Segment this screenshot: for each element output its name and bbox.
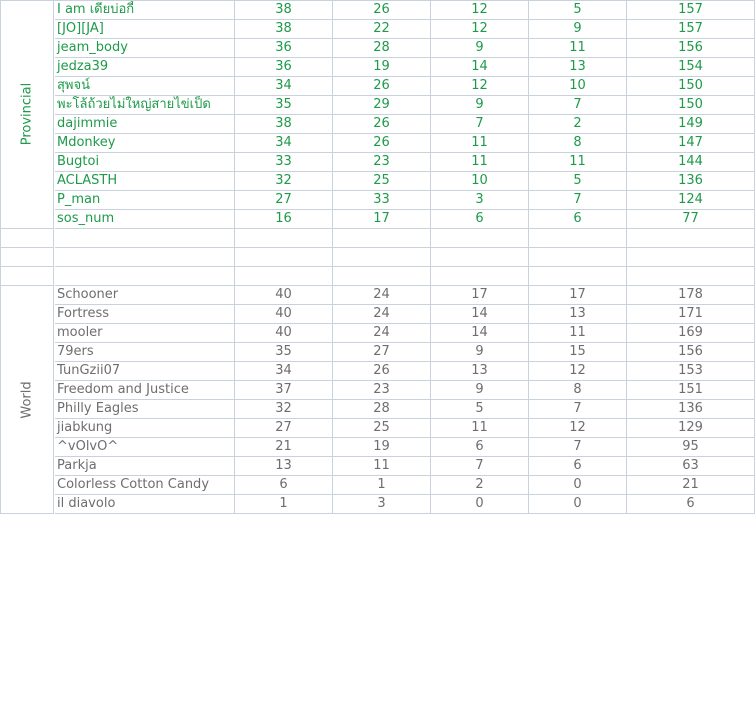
total-cell: 178 — [627, 286, 755, 305]
value-cell: 35 — [235, 96, 333, 115]
value-cell: 12 — [431, 20, 529, 39]
value-cell: 11 — [431, 153, 529, 172]
table-row — [0, 153, 755, 172]
group-label-provincial-text: Provincial — [19, 82, 35, 146]
value-cell: 34 — [235, 77, 333, 96]
value-cell: 26 — [333, 77, 431, 96]
value-cell: 2 — [529, 115, 627, 134]
team-name-cell: ACLASTH — [55, 172, 235, 191]
table-row — [0, 39, 755, 58]
team-name-cell: Freedom and Justice — [55, 381, 235, 400]
value-cell: 11 — [529, 39, 627, 58]
value-cell: 27 — [235, 191, 333, 210]
total-cell: 95 — [627, 438, 755, 457]
team-name-cell: jeam_body — [55, 39, 235, 58]
value-cell: 12 — [529, 362, 627, 381]
value-cell: 3 — [431, 191, 529, 210]
value-cell: 26 — [333, 362, 431, 381]
team-name-cell: P_man — [55, 191, 235, 210]
value-cell: 6 — [431, 438, 529, 457]
value-cell: 7 — [529, 191, 627, 210]
value-cell: 6 — [529, 210, 627, 229]
value-cell: 33 — [333, 191, 431, 210]
table-row — [0, 77, 755, 96]
total-cell: 63 — [627, 457, 755, 476]
total-cell: 77 — [627, 210, 755, 229]
value-cell: 7 — [431, 115, 529, 134]
value-cell: 25 — [333, 172, 431, 191]
value-cell: 26 — [333, 134, 431, 153]
team-name-cell: il diavolo — [55, 495, 235, 514]
empty-row — [0, 248, 755, 267]
group-label-world-text: World — [19, 380, 35, 419]
value-cell: 5 — [431, 400, 529, 419]
table-row — [0, 172, 755, 191]
value-cell: 12 — [431, 77, 529, 96]
value-cell: 17 — [333, 210, 431, 229]
value-cell: 38 — [235, 20, 333, 39]
value-cell: 5 — [529, 1, 627, 20]
value-cell: 27 — [235, 419, 333, 438]
empty-row — [0, 267, 755, 286]
value-cell: 23 — [333, 381, 431, 400]
total-cell: 136 — [627, 172, 755, 191]
team-name-cell: พะโล้ถ้วยไม่ใหญ่สายไข่เป็ด — [55, 96, 235, 115]
total-cell: 21 — [627, 476, 755, 495]
team-name-cell: dajimmie — [55, 115, 235, 134]
table-row — [0, 362, 755, 381]
team-name-cell: Mdonkey — [55, 134, 235, 153]
value-cell: 37 — [235, 381, 333, 400]
value-cell: 25 — [333, 419, 431, 438]
table-row — [0, 210, 755, 229]
table-row — [0, 134, 755, 153]
value-cell: 36 — [235, 39, 333, 58]
team-name-cell: mooler — [55, 324, 235, 343]
value-cell: 0 — [529, 476, 627, 495]
empty-rows — [0, 229, 755, 286]
value-cell: 26 — [333, 1, 431, 20]
team-name-cell: [JO][JA] — [55, 20, 235, 39]
table-row — [0, 96, 755, 115]
total-cell: 157 — [627, 20, 755, 39]
table-row — [0, 457, 755, 476]
total-cell: 169 — [627, 324, 755, 343]
value-cell: 19 — [333, 438, 431, 457]
value-cell: 7 — [431, 457, 529, 476]
team-name-cell: Colorless Cotton Candy — [55, 476, 235, 495]
value-cell: 14 — [431, 324, 529, 343]
value-cell: 22 — [333, 20, 431, 39]
total-cell: 150 — [627, 96, 755, 115]
empty-row — [0, 229, 755, 248]
total-cell: 150 — [627, 77, 755, 96]
team-name-cell: Parkja — [55, 457, 235, 476]
value-cell: 6 — [529, 457, 627, 476]
value-cell: 12 — [529, 419, 627, 438]
total-cell: 129 — [627, 419, 755, 438]
value-cell: 5 — [529, 172, 627, 191]
value-cell: 40 — [235, 324, 333, 343]
table-row — [0, 324, 755, 343]
value-cell: 0 — [431, 495, 529, 514]
world-rows — [0, 286, 755, 514]
value-cell: 11 — [529, 153, 627, 172]
value-cell: 11 — [431, 419, 529, 438]
value-cell: 9 — [431, 39, 529, 58]
value-cell: 24 — [333, 305, 431, 324]
value-cell: 19 — [333, 58, 431, 77]
value-cell: 24 — [333, 324, 431, 343]
value-cell: 32 — [235, 172, 333, 191]
table-row — [0, 343, 755, 362]
table-row — [0, 191, 755, 210]
value-cell: 33 — [235, 153, 333, 172]
value-cell: 26 — [333, 115, 431, 134]
table-row — [0, 419, 755, 438]
table-row — [0, 400, 755, 419]
total-cell: 156 — [627, 39, 755, 58]
value-cell: 34 — [235, 362, 333, 381]
value-cell: 3 — [333, 495, 431, 514]
total-cell: 156 — [627, 343, 755, 362]
value-cell: 9 — [431, 343, 529, 362]
total-cell: 144 — [627, 153, 755, 172]
table-row — [0, 305, 755, 324]
value-cell: 9 — [431, 96, 529, 115]
total-cell: 149 — [627, 115, 755, 134]
value-cell: 40 — [235, 286, 333, 305]
value-cell: 38 — [235, 115, 333, 134]
value-cell: 13 — [529, 305, 627, 324]
value-cell: 13 — [431, 362, 529, 381]
table-row — [0, 381, 755, 400]
value-cell: 34 — [235, 134, 333, 153]
value-cell: 0 — [529, 495, 627, 514]
total-cell: 151 — [627, 381, 755, 400]
value-cell: 11 — [431, 134, 529, 153]
value-cell: 23 — [333, 153, 431, 172]
table-row — [0, 495, 755, 514]
team-name-cell: sos_num — [55, 210, 235, 229]
value-cell: 17 — [529, 286, 627, 305]
total-cell: 136 — [627, 400, 755, 419]
value-cell: 1 — [333, 476, 431, 495]
table-row — [0, 476, 755, 495]
total-cell: 157 — [627, 1, 755, 20]
value-cell: 12 — [431, 1, 529, 20]
value-cell: 2 — [431, 476, 529, 495]
value-cell: 27 — [333, 343, 431, 362]
team-name-cell: ^vOlvO^ — [55, 438, 235, 457]
value-cell: 9 — [529, 20, 627, 39]
value-cell: 10 — [431, 172, 529, 191]
total-cell: 153 — [627, 362, 755, 381]
value-cell: 24 — [333, 286, 431, 305]
value-cell: 36 — [235, 58, 333, 77]
value-cell: 29 — [333, 96, 431, 115]
value-cell: 10 — [529, 77, 627, 96]
total-cell: 124 — [627, 191, 755, 210]
team-name-cell: สุพจน์ — [55, 77, 235, 96]
value-cell: 28 — [333, 39, 431, 58]
value-cell: 7 — [529, 438, 627, 457]
value-cell: 13 — [235, 457, 333, 476]
value-cell: 13 — [529, 58, 627, 77]
table-row — [0, 286, 755, 305]
value-cell: 7 — [529, 96, 627, 115]
team-name-cell: Philly Eagles — [55, 400, 235, 419]
team-name-cell: Bugtoi — [55, 153, 235, 172]
table-row — [0, 1, 755, 20]
value-cell: 1 — [235, 495, 333, 514]
value-cell: 9 — [431, 381, 529, 400]
value-cell: 28 — [333, 400, 431, 419]
team-name-cell: jedza39 — [55, 58, 235, 77]
value-cell: 11 — [333, 457, 431, 476]
value-cell: 7 — [529, 400, 627, 419]
value-cell: 6 — [431, 210, 529, 229]
value-cell: 8 — [529, 381, 627, 400]
value-cell: 15 — [529, 343, 627, 362]
value-cell: 35 — [235, 343, 333, 362]
value-cell: 38 — [235, 1, 333, 20]
total-cell: 171 — [627, 305, 755, 324]
value-cell: 6 — [235, 476, 333, 495]
team-name-cell: I am เดียบ่อกี้ — [55, 1, 235, 20]
team-name-cell: jiabkung — [55, 419, 235, 438]
value-cell: 32 — [235, 400, 333, 419]
table-row — [0, 20, 755, 39]
value-cell: 8 — [529, 134, 627, 153]
value-cell: 14 — [431, 58, 529, 77]
value-cell: 40 — [235, 305, 333, 324]
value-cell: 17 — [431, 286, 529, 305]
total-cell: 6 — [627, 495, 755, 514]
team-name-cell: Schooner — [55, 286, 235, 305]
table-row — [0, 58, 755, 77]
table-row — [0, 438, 755, 457]
team-name-cell: Fortress — [55, 305, 235, 324]
value-cell: 14 — [431, 305, 529, 324]
value-cell: 16 — [235, 210, 333, 229]
team-name-cell: TunGzii07 — [55, 362, 235, 381]
total-cell: 154 — [627, 58, 755, 77]
total-cell: 147 — [627, 134, 755, 153]
value-cell: 11 — [529, 324, 627, 343]
value-cell: 21 — [235, 438, 333, 457]
team-name-cell: 79ers — [55, 343, 235, 362]
table-row — [0, 115, 755, 134]
provincial-rows — [0, 1, 755, 229]
